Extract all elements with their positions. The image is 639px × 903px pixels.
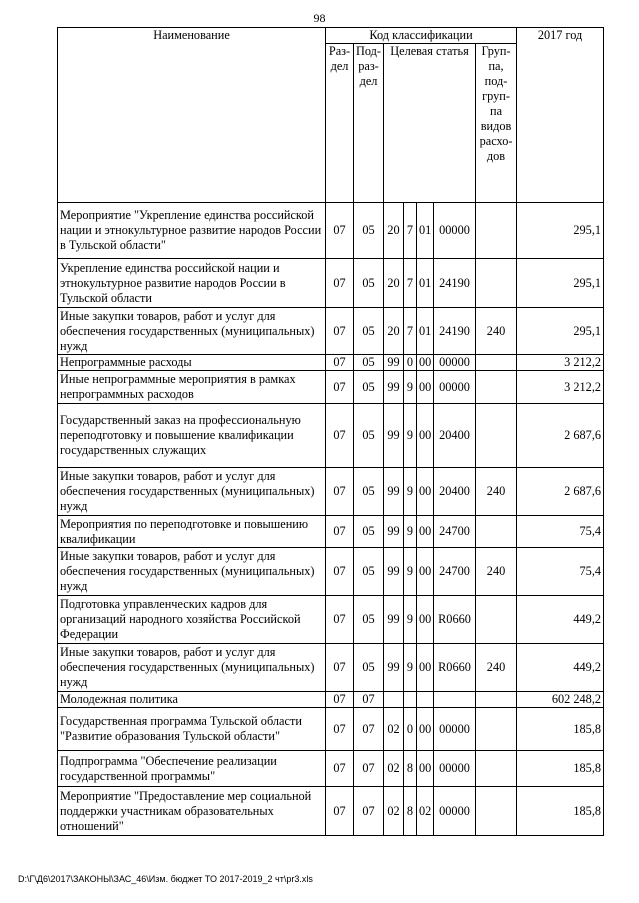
row-expense-type [476, 787, 517, 836]
table-row [58, 308, 604, 355]
table-row [58, 259, 604, 308]
row-target-program [384, 692, 404, 708]
header-row-top [58, 28, 604, 44]
row-target-direction: 20400 [434, 468, 476, 516]
row-podrazdel: 05 [354, 308, 384, 355]
row-target-direction [434, 692, 476, 708]
row-expense-type [476, 751, 517, 787]
row-razdel: 07 [326, 404, 354, 468]
row-target-program: 20 [384, 259, 404, 308]
row-target-program: 02 [384, 708, 404, 751]
row-target-event: 01 [417, 259, 434, 308]
row-amount: 185,8 [517, 708, 604, 751]
row-razdel: 07 [326, 203, 354, 259]
row-name: Иные закупки товаров, работ и услуг для обеспечения государственных (муниципальных) нужд [58, 468, 326, 516]
row-razdel: 07 [326, 516, 354, 548]
row-target-program: 99 [384, 644, 404, 692]
row-target-subprogram: 9 [404, 404, 417, 468]
row-amount: 2 687,6 [517, 404, 604, 468]
row-amount: 449,2 [517, 644, 604, 692]
budget-table [57, 27, 604, 836]
row-amount: 3 212,2 [517, 371, 604, 404]
row-razdel: 07 [326, 644, 354, 692]
row-target-direction: R0660 [434, 644, 476, 692]
row-amount: 295,1 [517, 308, 604, 355]
row-target-event [417, 692, 434, 708]
header-razdel: Раз- дел [326, 44, 354, 203]
row-razdel: 07 [326, 371, 354, 404]
row-podrazdel: 05 [354, 203, 384, 259]
row-expense-type [476, 404, 517, 468]
row-target-subprogram: 9 [404, 596, 417, 644]
row-razdel: 07 [326, 787, 354, 836]
row-name: Молодежная политика [58, 692, 326, 708]
row-target-direction: R0660 [434, 596, 476, 644]
row-amount: 3 212,2 [517, 355, 604, 371]
row-target-subprogram: 0 [404, 355, 417, 371]
row-target-subprogram [404, 692, 417, 708]
header-target: Целевая статья [384, 44, 476, 203]
row-razdel: 07 [326, 355, 354, 371]
table-row [58, 371, 604, 404]
header-year: 2017 год [517, 28, 604, 203]
row-target-event: 02 [417, 787, 434, 836]
row-target-event: 00 [417, 468, 434, 516]
row-razdel: 07 [326, 548, 354, 596]
row-target-subprogram: 0 [404, 708, 417, 751]
row-target-event: 00 [417, 516, 434, 548]
header-podrazdel: Под- раз- дел [354, 44, 384, 203]
row-razdel: 07 [326, 708, 354, 751]
table-row [58, 644, 604, 692]
row-target-subprogram: 7 [404, 259, 417, 308]
row-podrazdel: 07 [354, 708, 384, 751]
table-row [58, 203, 604, 259]
file-path-footer: D:\Г\Д6\2017\ЗАКОНЫ\ЗАС_46\Изм. бюджет ТО 2017-2019_2 чт\pr3.xls [18, 874, 313, 884]
row-target-event: 00 [417, 404, 434, 468]
row-target-direction: 00000 [434, 787, 476, 836]
row-target-direction: 24700 [434, 516, 476, 548]
row-name: Мероприятие "Предоставление мер социальной поддержки участникам образовательных отношений" [58, 787, 326, 836]
row-target-subprogram: 9 [404, 516, 417, 548]
row-target-event: 00 [417, 751, 434, 787]
row-target-direction: 00000 [434, 355, 476, 371]
row-amount: 75,4 [517, 516, 604, 548]
row-target-direction: 00000 [434, 203, 476, 259]
row-name: Мероприятие "Укрепление единства российской нации и этнокультурное развитие народов России в Тульской области" [58, 203, 326, 259]
table-row [58, 468, 604, 516]
row-target-direction: 00000 [434, 751, 476, 787]
row-target-subprogram: 9 [404, 468, 417, 516]
row-razdel: 07 [326, 751, 354, 787]
row-target-direction: 00000 [434, 371, 476, 404]
row-target-program: 99 [384, 596, 404, 644]
row-name: Непрограммные расходы [58, 355, 326, 371]
page-number: 98 [313, 11, 326, 25]
row-target-direction: 20400 [434, 404, 476, 468]
table-row [58, 596, 604, 644]
table-row [58, 692, 604, 708]
row-razdel: 07 [326, 259, 354, 308]
row-target-program: 20 [384, 308, 404, 355]
row-name: Государственный заказ на профессиональную переподготовку и повышение квалификации государственных служащих [58, 404, 326, 468]
row-target-direction: 24700 [434, 548, 476, 596]
row-amount: 449,2 [517, 596, 604, 644]
row-razdel: 07 [326, 468, 354, 516]
row-expense-type: 240 [476, 548, 517, 596]
row-podrazdel: 05 [354, 371, 384, 404]
row-expense-type [476, 692, 517, 708]
row-target-program: 99 [384, 468, 404, 516]
table-row [58, 787, 604, 836]
row-target-program: 99 [384, 355, 404, 371]
row-name: Иные закупки товаров, работ и услуг для обеспечения государственных (муниципальных) нужд [58, 548, 326, 596]
row-podrazdel: 05 [354, 516, 384, 548]
row-expense-type [476, 516, 517, 548]
row-target-event: 00 [417, 371, 434, 404]
row-target-subprogram: 9 [404, 548, 417, 596]
row-target-program: 99 [384, 371, 404, 404]
row-target-program: 99 [384, 516, 404, 548]
row-podrazdel: 07 [354, 787, 384, 836]
row-amount: 295,1 [517, 259, 604, 308]
table-row [58, 355, 604, 371]
table-row [58, 404, 604, 468]
row-razdel: 07 [326, 596, 354, 644]
row-target-direction: 24190 [434, 259, 476, 308]
row-name: Иные закупки товаров, работ и услуг для обеспечения государственных (муниципальных) нужд [58, 644, 326, 692]
row-target-event: 00 [417, 355, 434, 371]
row-podrazdel: 05 [354, 644, 384, 692]
row-podrazdel: 05 [354, 404, 384, 468]
row-podrazdel: 07 [354, 692, 384, 708]
row-target-event: 00 [417, 644, 434, 692]
row-podrazdel: 05 [354, 596, 384, 644]
row-target-event: 00 [417, 708, 434, 751]
row-expense-type: 240 [476, 644, 517, 692]
row-target-event: 00 [417, 596, 434, 644]
header-vid: Груп- па, под- груп- па видов расхо- дов [476, 44, 517, 203]
row-target-subprogram: 8 [404, 751, 417, 787]
row-podrazdel: 07 [354, 751, 384, 787]
row-amount: 185,8 [517, 751, 604, 787]
row-amount: 2 687,6 [517, 468, 604, 516]
table-row [58, 751, 604, 787]
row-target-program: 99 [384, 404, 404, 468]
row-amount: 75,4 [517, 548, 604, 596]
row-target-subprogram: 9 [404, 644, 417, 692]
table-body [58, 203, 604, 836]
row-expense-type [476, 371, 517, 404]
row-target-program: 02 [384, 751, 404, 787]
row-target-event: 01 [417, 308, 434, 355]
row-name: Мероприятия по переподготовке и повышению квалификации [58, 516, 326, 548]
table-row [58, 548, 604, 596]
row-podrazdel: 05 [354, 259, 384, 308]
header-name: Наименование [58, 28, 326, 203]
row-expense-type [476, 259, 517, 308]
row-expense-type: 240 [476, 308, 517, 355]
row-name: Подготовка управленческих кадров для организаций народного хозяйства Российской Федерации [58, 596, 326, 644]
table-row [58, 516, 604, 548]
row-target-direction: 00000 [434, 708, 476, 751]
row-target-event: 01 [417, 203, 434, 259]
row-target-subprogram: 7 [404, 203, 417, 259]
row-podrazdel: 05 [354, 468, 384, 516]
row-expense-type: 240 [476, 468, 517, 516]
row-name: Подпрограмма "Обеспечение реализации государственной программы" [58, 751, 326, 787]
row-target-subprogram: 7 [404, 308, 417, 355]
row-name: Укрепление единства российской нации и этнокультурное развитие народов России в Тульской области [58, 259, 326, 308]
row-target-subprogram: 9 [404, 371, 417, 404]
row-name: Иные непрограммные мероприятия в рамках непрограммных расходов [58, 371, 326, 404]
row-name: Государственная программа Тульской области "Развитие образования Тульской области" [58, 708, 326, 751]
table-row [58, 708, 604, 751]
row-podrazdel: 05 [354, 355, 384, 371]
row-amount: 602 248,2 [517, 692, 604, 708]
row-amount: 185,8 [517, 787, 604, 836]
row-expense-type [476, 708, 517, 751]
row-expense-type [476, 596, 517, 644]
row-podrazdel: 05 [354, 548, 384, 596]
row-expense-type [476, 355, 517, 371]
row-target-subprogram: 8 [404, 787, 417, 836]
row-target-program: 20 [384, 203, 404, 259]
row-target-program: 02 [384, 787, 404, 836]
row-amount: 295,1 [517, 203, 604, 259]
row-target-event: 00 [417, 548, 434, 596]
row-name: Иные закупки товаров, работ и услуг для обеспечения государственных (муниципальных) нужд [58, 308, 326, 355]
row-razdel: 07 [326, 692, 354, 708]
row-razdel: 07 [326, 308, 354, 355]
row-target-program: 99 [384, 548, 404, 596]
header-code-group: Код классификации [326, 28, 517, 44]
row-target-direction: 24190 [434, 308, 476, 355]
row-expense-type [476, 203, 517, 259]
